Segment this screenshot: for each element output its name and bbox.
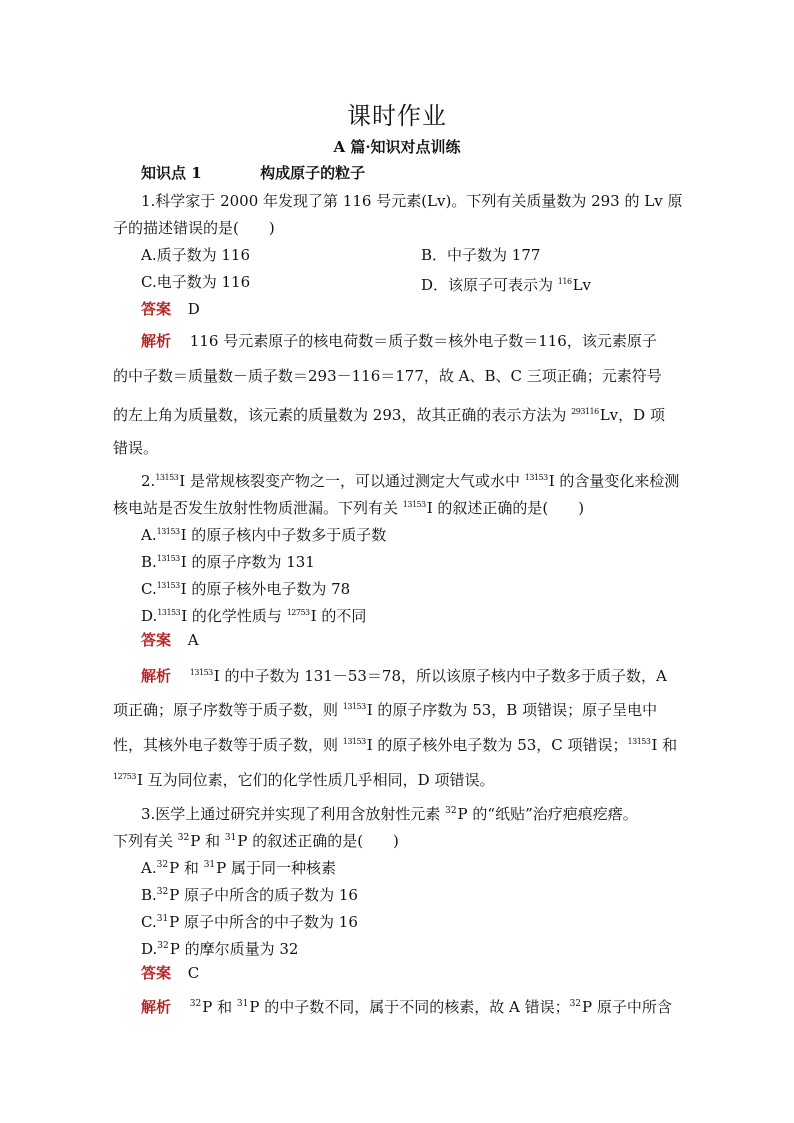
q1-answer <box>141 299 200 319</box>
answer-tag: 答案 <box>141 300 172 318</box>
isotope-mark: 13153 <box>342 737 366 746</box>
q2-option-a: A.$^{13153}$I 的原子核内中子数多于质子数 <box>141 526 387 544</box>
mass-number: 32 <box>177 833 190 843</box>
q1-option-c: C.电子数为 116 <box>141 273 251 291</box>
isotope-mark: 293116 <box>571 407 599 416</box>
mass-number: 32 <box>156 860 169 870</box>
mass-number: 32 <box>189 999 202 1009</box>
isotope-mark: 12753 <box>113 772 136 781</box>
q2-option-c: C.$^{13153}$I 的原子核外电子数为 78 <box>141 580 351 598</box>
mass-number: 32 <box>156 887 169 897</box>
topic-name: 构成原子的粒子 <box>260 164 366 182</box>
q2-analysis-line2: 项正确；原子序数等于质子数，则 $^{13153}$I 的原子序数为 53，B 项错误；原子呈电中 <box>113 701 658 719</box>
topic-label <box>141 163 365 183</box>
q2-analysis-line1: 解析 $^{13153}$I 的中子数为 131－53＝78，所以该原子核内中子数多于质子数，A <box>141 667 667 685</box>
isotope-mark: 13153 <box>156 527 180 536</box>
q2-option-d: D.$^{13153}$I 的化学性质与 $^{12753}$I 的不同 <box>141 607 367 625</box>
q2-stem-line2: 核电站是否发生放射性物质泄漏。下列有关 $^{13153}$I 的叙述正确的是( ) <box>113 499 585 517</box>
isotope-mark: 13153 <box>402 500 426 509</box>
q1-stem-line1: 1.科学家于 2000 年发现了第 116 号元素(Lv)。下列有关质量数为 293 的 Lv 原 <box>141 192 683 210</box>
isotope-mark: 13153 <box>342 702 366 711</box>
mass-number: 31 <box>203 860 216 870</box>
isotope-mark: 116 <box>557 277 572 286</box>
q2-option-b: B.$^{13153}$I 的原子序数为 131 <box>141 553 315 571</box>
answer-tag: 答案 <box>141 631 172 649</box>
q3-option-c: C.$^{31}$P 原子中所含的中子数为 16 <box>141 913 358 931</box>
isotope-mark: 13153 <box>156 554 180 563</box>
q2-analysis-line4: $^{12753}$I 互为同位素，它们的化学性质几乎相同，D 项错误。 <box>113 771 495 789</box>
q3-stem-line2: 下列有关 $^{32}$P 和 $^{31}$P 的叙述正确的是( ) <box>113 832 399 850</box>
mass-number: 31 <box>236 999 249 1009</box>
answer-value: C <box>187 964 200 982</box>
answer-value: D <box>187 300 200 318</box>
analysis-tag: 解析 <box>141 998 172 1016</box>
isotope-mark: 13153 <box>155 473 179 482</box>
q2-analysis-line3: 性，其核外电子数等于质子数，则 $^{13153}$I 的原子核外电子数为 53，C 项错误；$^{13153}$I 和 <box>113 736 678 754</box>
mass-number: 31 <box>224 833 237 843</box>
q1-analysis-line2: 的中子数＝质量数－质子数＝293－116＝177，故 A、B、C 三项正确；元素符号 <box>113 367 662 385</box>
q1-analysis-line3: 的左上角为质量数，该元素的质量数为 293，故其正确的表示方法为 $^{293116}$Lv，D 项 <box>113 406 665 424</box>
analysis-tag: 解析 <box>141 332 172 350</box>
q1-stem-line2: 子的描述错误的是( ) <box>113 219 275 237</box>
isotope-mark: 13153 <box>189 668 213 677</box>
isotope-mark: 13153 <box>524 473 548 482</box>
q3-option-d: D.$^{32}$P 的摩尔质量为 32 <box>141 940 299 958</box>
q1-option-b: B．中子数为 177 <box>421 246 541 264</box>
mass-number: 32 <box>445 806 457 816</box>
q3-stem-line1: 3.医学上通过研究并实现了利用含放射性元素 $^{32}$P 的“纸贴”治疗疤痕疙瘩。 <box>141 805 638 823</box>
q1-option-d: D．该原子可表示为 $^{116}$Lv <box>421 276 592 294</box>
section-heading: A 篇·知识对点训练 <box>333 138 461 156</box>
mass-number: 32 <box>569 999 582 1009</box>
topic-number: 知识点 1 <box>141 164 202 182</box>
mass-number: 32 <box>157 941 169 951</box>
q2-stem-line1: 2.$^{13153}$I 是常规核裂变产物之一，可以通过测定大气或水中 $^{13153}$I 的含量变化来检测 <box>141 472 680 490</box>
q1-analysis-line4: 错误。 <box>113 439 159 457</box>
q3-analysis-line1: 解析 $^{32}$P 和 $^{31}$P 的中子数不同，属于不同的核素，故 A 错误；$^{32}$P 原子中所含 <box>141 998 672 1016</box>
mass-number: 31 <box>156 914 169 924</box>
isotope-mark: 13153 <box>156 581 180 590</box>
page-title: 课时作业 <box>347 102 447 130</box>
q3-option-b: B.$^{32}$P 原子中所含的质子数为 16 <box>141 886 358 904</box>
q3-answer <box>141 963 199 983</box>
answer-value: A <box>187 631 199 649</box>
q1-analysis-line1: 解析 116 号元素原子的核电荷数＝质子数＝核外电子数＝116，该元素原子 <box>141 332 657 350</box>
isotope-mark: 13153 <box>157 608 181 617</box>
q2-answer <box>141 630 199 650</box>
q3-option-a: A.$^{32}$P 和 $^{31}$P 属于同一种核素 <box>141 859 337 877</box>
answer-tag: 答案 <box>141 964 172 982</box>
analysis-tag: 解析 <box>141 667 172 685</box>
isotope-mark: 12753 <box>286 608 310 617</box>
isotope-mark: 13153 <box>627 737 651 746</box>
q1-option-a: A.质子数为 116 <box>141 246 250 264</box>
